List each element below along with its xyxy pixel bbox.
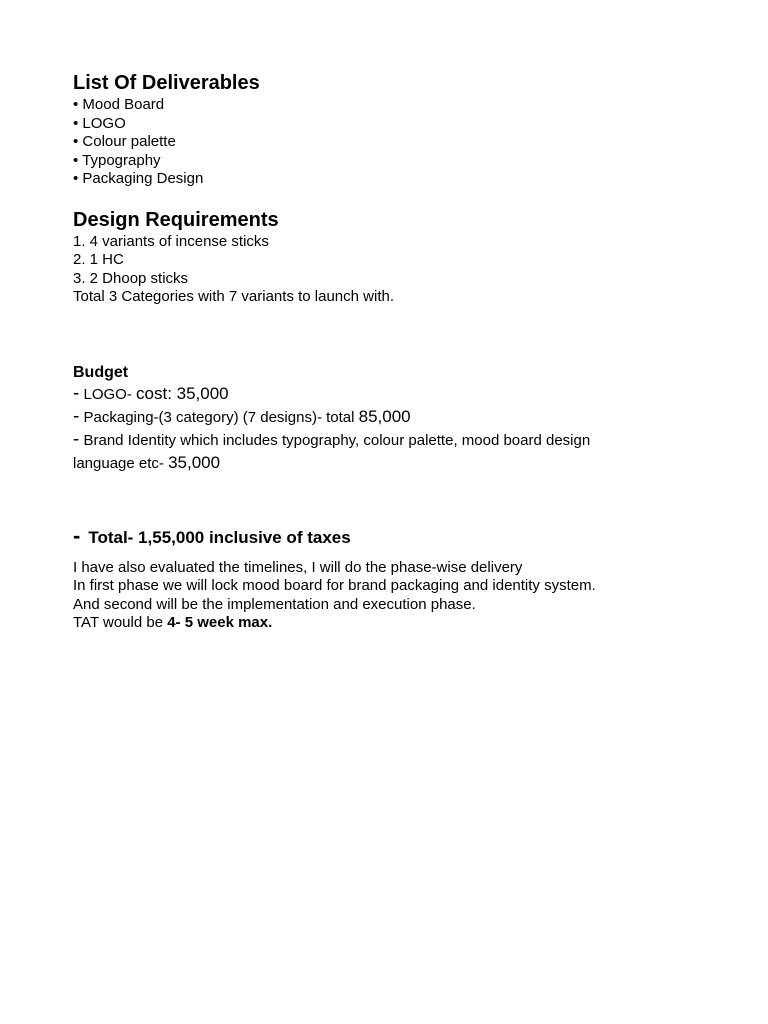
- deliverables-heading: List Of Deliverables: [73, 72, 260, 94]
- requirements-heading: Design Requirements: [73, 208, 279, 231]
- note-line: In first phase we will lock mood board for brand packaging and identity system.: [73, 577, 596, 594]
- grand-total: [73, 522, 733, 549]
- deliverable-item: • Colour palette: [73, 133, 176, 150]
- tat-value: 4- 5 week max.: [167, 614, 273, 631]
- budget-brand-line-2: [73, 452, 733, 475]
- budget-logo-label: LOGO-: [83, 385, 132, 403]
- budget-logo-line: [73, 383, 733, 406]
- requirement-summary: Total 3 Categories with 7 variants to launch with.: [73, 288, 394, 305]
- grand-total-text: Total- 1,55,000 inclusive of taxes: [88, 527, 351, 547]
- deliverables-section: [73, 70, 733, 189]
- requirement-item: 1. 4 variants of incense sticks: [73, 232, 269, 250]
- bullet-dash: -: [73, 522, 81, 548]
- deliverable-item: • Typography: [73, 151, 161, 169]
- document-content: [73, 70, 733, 633]
- budget-logo-value: cost: 35,000: [136, 383, 229, 403]
- budget-brand-line: [73, 429, 733, 452]
- budget-brand-label-2: language etc-: [73, 454, 164, 472]
- budget-section: [73, 363, 733, 475]
- deliverable-item: • Packaging Design: [73, 170, 204, 187]
- bullet-dash: -: [73, 382, 80, 404]
- budget-brand-label-1: Brand Identity which includes typography, colour palette, mood board design: [83, 431, 591, 449]
- requirement-item: 3. 2 Dhoop sticks: [73, 269, 189, 287]
- deliverable-item: • LOGO: [73, 114, 126, 132]
- bullet-dash: -: [73, 405, 80, 427]
- requirements-section: [73, 207, 733, 307]
- tat-line: [73, 614, 733, 633]
- bullet-dash: -: [73, 428, 80, 450]
- note-line: And second will be the implementation and execution phase.: [73, 595, 476, 613]
- timeline-notes: [73, 559, 733, 633]
- budget-brand-value: 35,000: [168, 452, 221, 472]
- tat-prefix: TAT would be: [73, 614, 164, 631]
- budget-packaging-label: Packaging-(3 category) (7 designs)- total: [83, 408, 355, 426]
- budget-heading: Budget: [73, 363, 129, 381]
- requirement-item: 2. 1 HC: [73, 251, 124, 268]
- deliverable-item: • Mood Board: [73, 96, 165, 113]
- note-line: I have also evaluated the timelines, I will do the phase-wise delivery: [73, 558, 523, 576]
- budget-packaging-line: [73, 406, 733, 429]
- budget-packaging-value: 85,000: [358, 406, 411, 426]
